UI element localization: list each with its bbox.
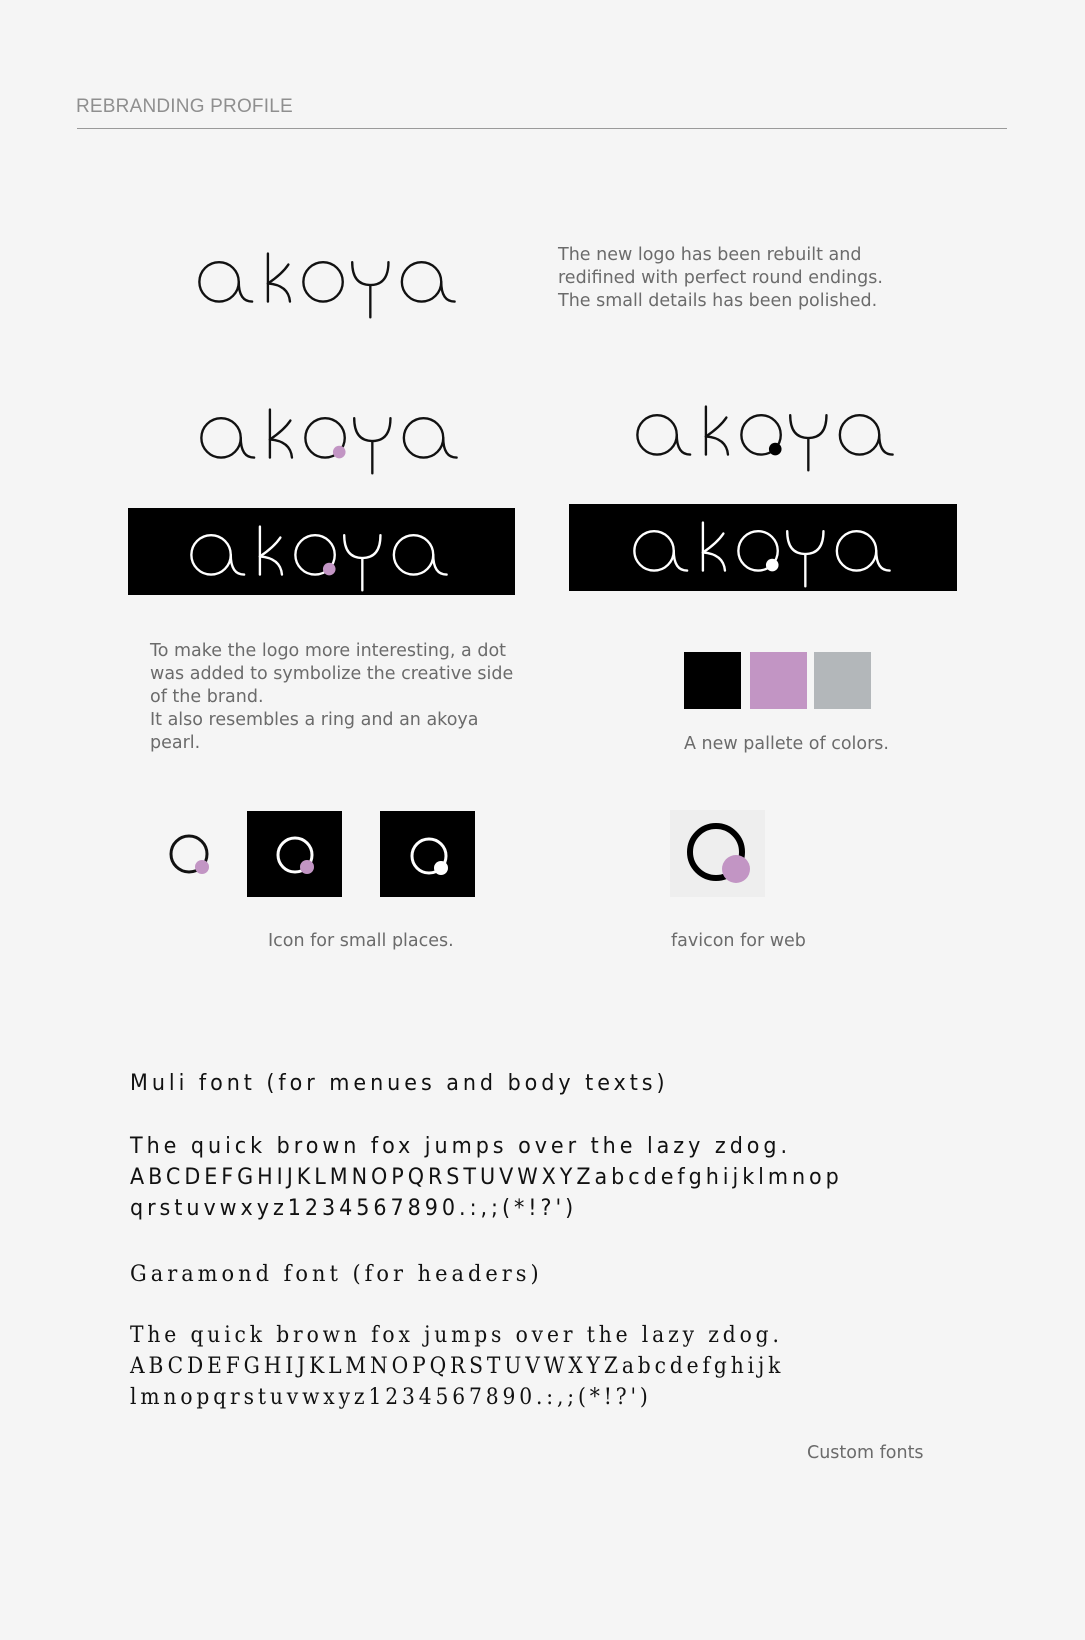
logo-plain: [197, 252, 457, 322]
muli-font-title: Muli font (for menues and body texts): [130, 1070, 669, 1096]
icon-ring-inverted-white-dot: [380, 811, 475, 897]
garamond-font-sample: The quick brown fox jumps over the lazy zdog. ABCDEFGHIJKLMNOPQRSTUVWXYZabcdefghijk lmnopqrstuvwxyz1234567890.:,;(*!?'): [130, 1322, 785, 1410]
logo-black-dot: [635, 405, 895, 475]
palette-caption: A new pallete of colors.: [684, 734, 889, 754]
swatch-black: [684, 652, 741, 709]
swatch-gray: [814, 652, 871, 709]
favicon: [670, 810, 765, 897]
logo-purple-dot: [199, 408, 459, 478]
fonts-caption: Custom fonts: [807, 1443, 924, 1463]
logo-inverted-white-dot: [569, 504, 957, 591]
small-icons-caption: Icon for small places.: [268, 931, 454, 951]
variants-description: To make the logo more interesting, a dot was added to symbolize the creative side of the brand. It also resembles a ring and an akoya pearl.: [150, 641, 514, 753]
logo-inverted-purple-dot: [128, 508, 515, 595]
logo-description: The new logo has been rebuilt and redifined with perfect round endings. The small details has been polished.: [558, 245, 883, 311]
muli-font-sample: The quick brown fox jumps over the lazy zdog. ABCDEFGHIJKLMNOPQRSTUVWXYZabcdefghijklmnop qrstuvwxyz1234567890.:,;(*!?'): [130, 1133, 843, 1221]
header-divider: [77, 128, 1007, 129]
garamond-font-title: Garamond font (for headers): [130, 1261, 543, 1287]
icon-ring-purple-dot: [168, 833, 212, 881]
swatch-purple: [750, 652, 807, 709]
favicon-caption: favicon for web: [671, 931, 806, 951]
icon-ring-inverted-purple-dot: [247, 811, 342, 897]
page-title: REBRANDING PROFILE: [76, 96, 293, 117]
